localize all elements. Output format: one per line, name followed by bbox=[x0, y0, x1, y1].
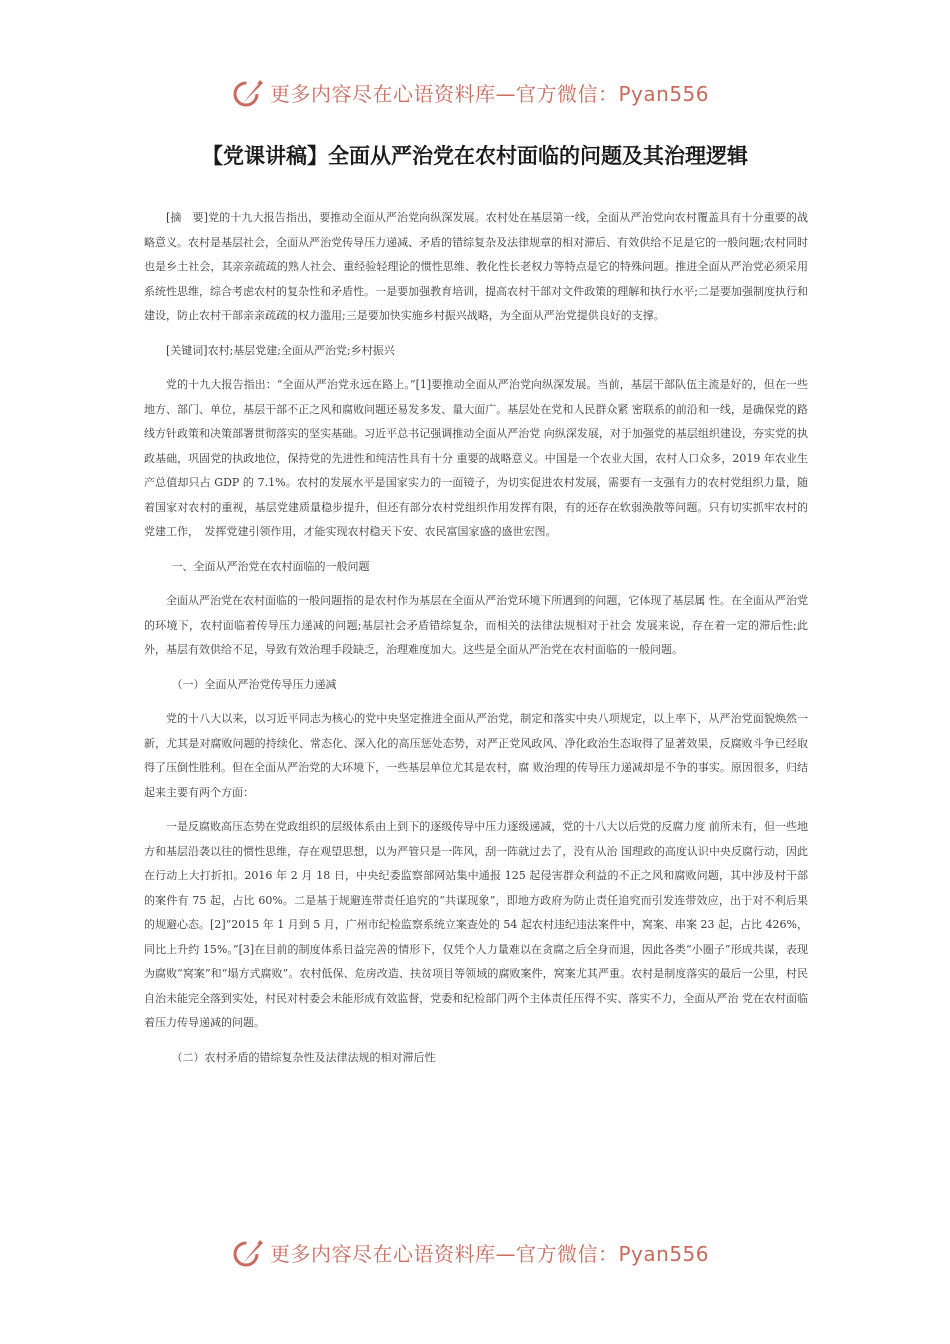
subsection1-paragraph-1: 党的十八大以来，以习近平同志为核心的党中央坚定推进全面从严治党，制定和落实中央八项规定，以上率下，从严治党面貌焕然一新，尤其是对腐败问题的持续化、常态化、深入化的高压惩处态势，对严正党风政风、净化政治生态取得了显著效果，反腐败斗争已经取得了压倒性胜利。但在全面从严治党的大环境下，一些基层单位尤其是农村，腐 败治理的传导压力递减却是不争的事实。原因很多，归结起来主要有两个方面： bbox=[144, 712, 808, 799]
subsection-heading-2: （二）农村矛盾的错综复杂性及法律法规的相对滞后性 bbox=[171, 1050, 436, 1064]
section1-paragraph: 全面从严治党在农村面临的一般问题指的是农村作为基层在全面从严治党环境下所遇到的问题，它体现了基层属 性。在全面从严治党的环境下，农村面临着传导压力递减的问题;基层社会矛盾错综复杂，而相关的法律法规相对于社会 发展来说，存在着一定的滞后性;此外，基层有效供给不足，导致有效治理手段缺乏，治理难度加大。这些是全面从严治党在农村面临的一般问题。 bbox=[144, 594, 808, 656]
quill-pen-logo-icon bbox=[230, 74, 266, 110]
intro-paragraph: 党的十九大报告指出：“全面从严治党永远在路上。”[1]要推动全面从严治党向纵深发展。当前，基层干部队伍主流是好的，但在一些地方、部门、单位，基层干部不正之风和腐败问题还易发多发、量大面广。基层处在党和人民群众紧 密联系的前沿和一线，是确保党的路线方针政策和决策部署贯彻落实的坚实基础。习近平总书记强调推动全面从严治党 向纵深发展，对于加强党的基层组织建设，夯实党的执政基础，巩固党的执政地位，保持党的先进性和纯洁性具有十分 重要的战略意义。中国是一个农业大国，农村人口众多，2019 年农业生产总值却只占 GDP 的 7.1%。农村的发展水平是国家实力的一面镜子，为切实促进农村发展，需要有一支强有力的农村党组织力量，随着国家对农村的重视，基层党建质量稳步提升，但还有部分农村党组织作用发挥有限，有的还存在软弱涣散等问题。只有切实抓牢农村的党建工作， 发挥党建引领作用，才能实现农村稳天下安、农民富国家盛的盛世宏图。 bbox=[144, 378, 808, 538]
subsection1-paragraph-2: 一是反腐败高压态势在党政组织的层级体系由上到下的逐级传导中压力逐级递减，党的十八大以后党的反腐力度 前所未有，但一些地方和基层沿袭以往的惯性思维，存在观望思想，以为严管只是一阵风，刮一阵就过去了，没有从治 国理政的高度认识中央反腐行动，因此在行动上大打折扣。2016 年 2 月 18 日，中央纪委监察部网站集中通报 125 起侵害群众利益的不正之风和腐败问题，其中涉及村干部的案件有 75 起，占比 60%。二是基于规避连带责任追究的“共谋现象”，即地方政府为防止责任追究而引发连带效应，出于对不利后果的规避心态。[2]“2015 年 1 月到 5 月，广州市纪检监察系统立案查处的 54 起农村违纪违法案件中，窝案、串案 23 起，占比 426%，同比上升约 15%。”[3]在目前的制度体系日益完善的情形下，仅凭个人力量难以在贪腐之后全身而退，因此各类“小圈子”形成共谋，表现为腐败“窝案”和“塌方式腐败”。农村低保、危房改造、扶贫项目等领域的腐败案件，窝案尤其严重。农村是制度落实的最后一公里，村民自治未能完全落到实处，村民对村委会未能形成有效监督，党委和纪检部门两个主体责任压得不实、落实不力，全面从严治 党在农村面临着压力传导递减的问题。 bbox=[144, 820, 808, 1029]
banner-text: 更多内容尽在心语资料库—官方微信：Pyan556 bbox=[270, 81, 710, 106]
page-title: 【党课讲稿】全面从严治党在农村面临的问题及其治理逻辑 bbox=[202, 144, 748, 168]
keywords-paragraph: [关键词]农村;基层党建;全面从严治党;乡村振兴 bbox=[166, 343, 395, 357]
article-body bbox=[144, 206, 808, 1080]
subsection-heading-1: （一）全面从严治党传导压力递减 bbox=[171, 677, 337, 691]
abstract-paragraph: [摘 要]党的十九大报告指出，要推动全面从严治党向纵深发展。农村处在基层第一线，全面从严治党向农村覆盖具有十分重要的战略意义。农村是基层社会，全面从严治党传导压力递减、矛盾的错综复杂及法律规章的相对滞后、有效供给不足是它的一般问题;农村同时也是乡土社会，其亲亲疏疏的熟人社会、重经验轻理论的惯性思维、教化性长老权力等特点是它的特殊问题。推进全面从严治党必须采用系统性思维，综合考虑农村的复杂性和矛盾性。一是要加强教育培训，提高农村干部对文件政策的理解和执行水平;二是要加强制度执行和建设，防止农村干部亲亲疏疏的权力滥用;三是要加快实施乡村振兴战略，为全面从严治党提供良好的支撑。 bbox=[144, 211, 808, 322]
banner-text: 更多内容尽在心语资料库—官方微信：Pyan556 bbox=[270, 1241, 710, 1266]
quill-pen-logo-icon bbox=[230, 1234, 266, 1270]
section-heading-1: 一、全面从严治党在农村面临的一般问题 bbox=[171, 559, 370, 573]
header-banner bbox=[230, 74, 730, 110]
footer-banner bbox=[230, 1234, 730, 1270]
